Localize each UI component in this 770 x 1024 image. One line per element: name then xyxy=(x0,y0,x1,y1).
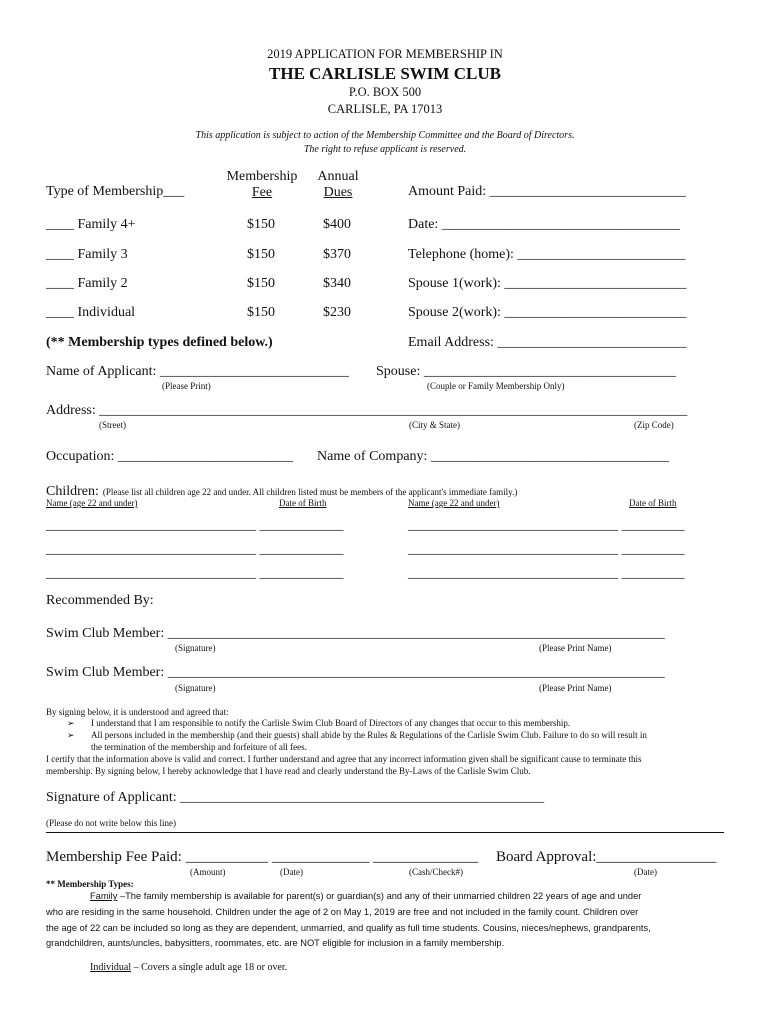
dues-family3: $370 xyxy=(323,247,351,262)
city-state-hint: (City & State) xyxy=(409,420,460,430)
fee-family4: $150 xyxy=(247,217,275,232)
agreement-intro: By signing below, it is understood and agreed that: xyxy=(46,707,229,717)
family-definition: Family –The family membership is available for parent(s) or guardian(s) and any of their unmarried children 22 years of age and under xyxy=(90,891,642,901)
page-title: THE CARLISLE SWIM CLUB xyxy=(269,64,501,83)
col-fee-header: Membership Fee xyxy=(226,169,298,200)
children-col-name-right: Name (age 22 and under) xyxy=(408,498,500,508)
children-col-name: Name (age 22 and under) xyxy=(46,498,138,508)
membership-type-family3[interactable]: ____ Family 3 xyxy=(46,247,128,262)
header-line: 2019 APPLICATION FOR MEMBERSHIP IN xyxy=(267,47,503,61)
membership-type-family2[interactable]: ____ Family 2 xyxy=(46,276,128,291)
children-col-dob-right: Date of Birth xyxy=(629,498,677,508)
col-dues-header: Annual Dues xyxy=(317,169,359,200)
agreement-bullet-2-cont: the termination of the membership and forfeiture of all fees. xyxy=(91,742,307,752)
dues-family4: $400 xyxy=(323,217,351,232)
spouse2-work-field[interactable]: Spouse 2(work): __________________________ xyxy=(408,305,687,320)
city-line: CARLISLE, PA 17013 xyxy=(327,102,443,116)
do-not-write-note: (Please do not write below this line) xyxy=(46,818,176,828)
email-field[interactable]: Email Address: ___________________________ xyxy=(408,335,687,350)
membership-type-family4[interactable]: ____ Family 4+ xyxy=(46,217,136,232)
signature-hint: (Signature) xyxy=(175,643,216,653)
children-col-dob: Date of Birth xyxy=(279,498,327,508)
date-hint-2: (Date) xyxy=(634,867,657,877)
amount-hint: (Amount) xyxy=(190,867,226,877)
membership-types-heading: ** Membership Types: xyxy=(46,879,134,889)
spouse-hint: (Couple or Family Membership Only) xyxy=(427,381,565,391)
col-type-header: Type of Membership___ xyxy=(46,184,185,199)
fee-family2: $150 xyxy=(247,276,275,291)
child-entry-line[interactable]: ______________________________ _________ xyxy=(408,566,685,581)
street-hint: (Street) xyxy=(99,420,126,430)
date-hint: (Date) xyxy=(280,867,303,877)
occupation-field[interactable]: Occupation: _________________________ xyxy=(46,449,293,464)
family-definition-line4: grandchildren, aunts/uncles, babysitters, roommates, etc. are NOT eligible for inclusion in a family membership. xyxy=(46,938,505,948)
swim-club-member-2-field[interactable]: Swim Club Member: _______________________________________________________________________ xyxy=(46,665,665,680)
print-name-hint: (Please Print Name) xyxy=(539,683,612,693)
dues-family2: $340 xyxy=(323,276,351,291)
telephone-field[interactable]: Telephone (home): ________________________ xyxy=(408,247,686,262)
print-name-hint: (Please Print Name) xyxy=(539,643,612,653)
child-entry-line[interactable]: ______________________________ _________ xyxy=(408,518,685,533)
date-field[interactable]: Date: __________________________________ xyxy=(408,217,680,232)
individual-definition: Individual – Covers a single adult age 18 or over. xyxy=(90,962,288,973)
recommended-by-label: Recommended By: xyxy=(46,593,154,608)
committee-note: This application is subject to action of the Membership Committee and the Board of Directors. xyxy=(195,130,575,141)
agreement-bullet-2: All persons included in the membership (and their guests) shall abide by the Rules & Regulations of the Carlisle Swim Club. Failure to do so will result in xyxy=(91,730,647,740)
bullet-icon: ➢ xyxy=(67,718,75,728)
bullet-icon: ➢ xyxy=(67,730,75,740)
child-entry-line[interactable]: ______________________________ _________ xyxy=(408,542,685,557)
spouse-name-field[interactable]: Spouse: ____________________________________ xyxy=(376,364,676,379)
applicant-name-field[interactable]: Name of Applicant: ___________________________ xyxy=(46,364,349,379)
fee-individual: $150 xyxy=(247,305,275,320)
certify-text-cont: membership. By signing below, I hereby acknowledge that I have read and clearly understand the By-Laws of the Carlisle Swim Club. xyxy=(46,766,531,776)
child-entry-line[interactable]: ______________________________ ____________ xyxy=(46,566,344,581)
spouse1-work-field[interactable]: Spouse 1(work): __________________________ xyxy=(408,276,687,291)
certify-text: I certify that the information above is valid and correct. I further understand and agree that any incorrect information given shall be significant cause to terminate this xyxy=(46,754,642,764)
membership-fee-paid-field[interactable]: Membership Fee Paid: ___________ _____________ ______________ xyxy=(46,849,479,865)
address-field[interactable]: Address: ____________________________________________________________________________________ xyxy=(46,403,688,418)
child-entry-line[interactable]: ______________________________ ____________ xyxy=(46,542,344,557)
family-definition-line3: the age of 22 can be included so long as they are dependent, unmarried, and qualify as full time students. Cousins, nieces/nephews, grandparents, xyxy=(46,923,651,933)
agreement-bullet-1: I understand that I am responsible to notify the Carlisle Swim Club Board of Directors of any changes that occur to this membership. xyxy=(91,718,571,728)
po-box: P.O. BOX 500 xyxy=(348,85,422,99)
board-approval-field[interactable]: Board Approval:________________ xyxy=(496,849,717,865)
dues-individual: $230 xyxy=(323,305,351,320)
refuse-note: The right to refuse applicant is reserved. xyxy=(303,144,467,155)
membership-type-individual[interactable]: ____ Individual xyxy=(46,305,136,320)
children-header: Children: (Please list all children age 22 and under. All children listed must be members of the applicant's immediate family.) xyxy=(46,484,518,499)
swim-club-member-1-field[interactable]: Swim Club Member: _______________________________________________________________________ xyxy=(46,626,665,641)
fee-family3: $150 xyxy=(247,247,275,262)
please-print-hint: (Please Print) xyxy=(162,381,211,391)
signature-hint: (Signature) xyxy=(175,683,216,693)
company-field[interactable]: Name of Company: __________________________________ xyxy=(317,449,669,464)
cash-check-hint: (Cash/Check#) xyxy=(409,867,463,877)
child-entry-line[interactable]: ______________________________ ____________ xyxy=(46,518,344,533)
applicant-signature-field[interactable]: Signature of Applicant: ____________________________________________________ xyxy=(46,790,545,805)
family-definition-line2: who are residing in the same household. Children under the age of 2 on May 1, 2019 are free and not included in the family count. Children over xyxy=(46,907,639,917)
divider xyxy=(46,832,724,833)
zip-hint: (Zip Code) xyxy=(634,420,674,430)
membership-defined-note: (** Membership types defined below.) xyxy=(46,335,273,350)
amount-paid-field[interactable]: Amount Paid: ____________________________ xyxy=(408,184,686,199)
